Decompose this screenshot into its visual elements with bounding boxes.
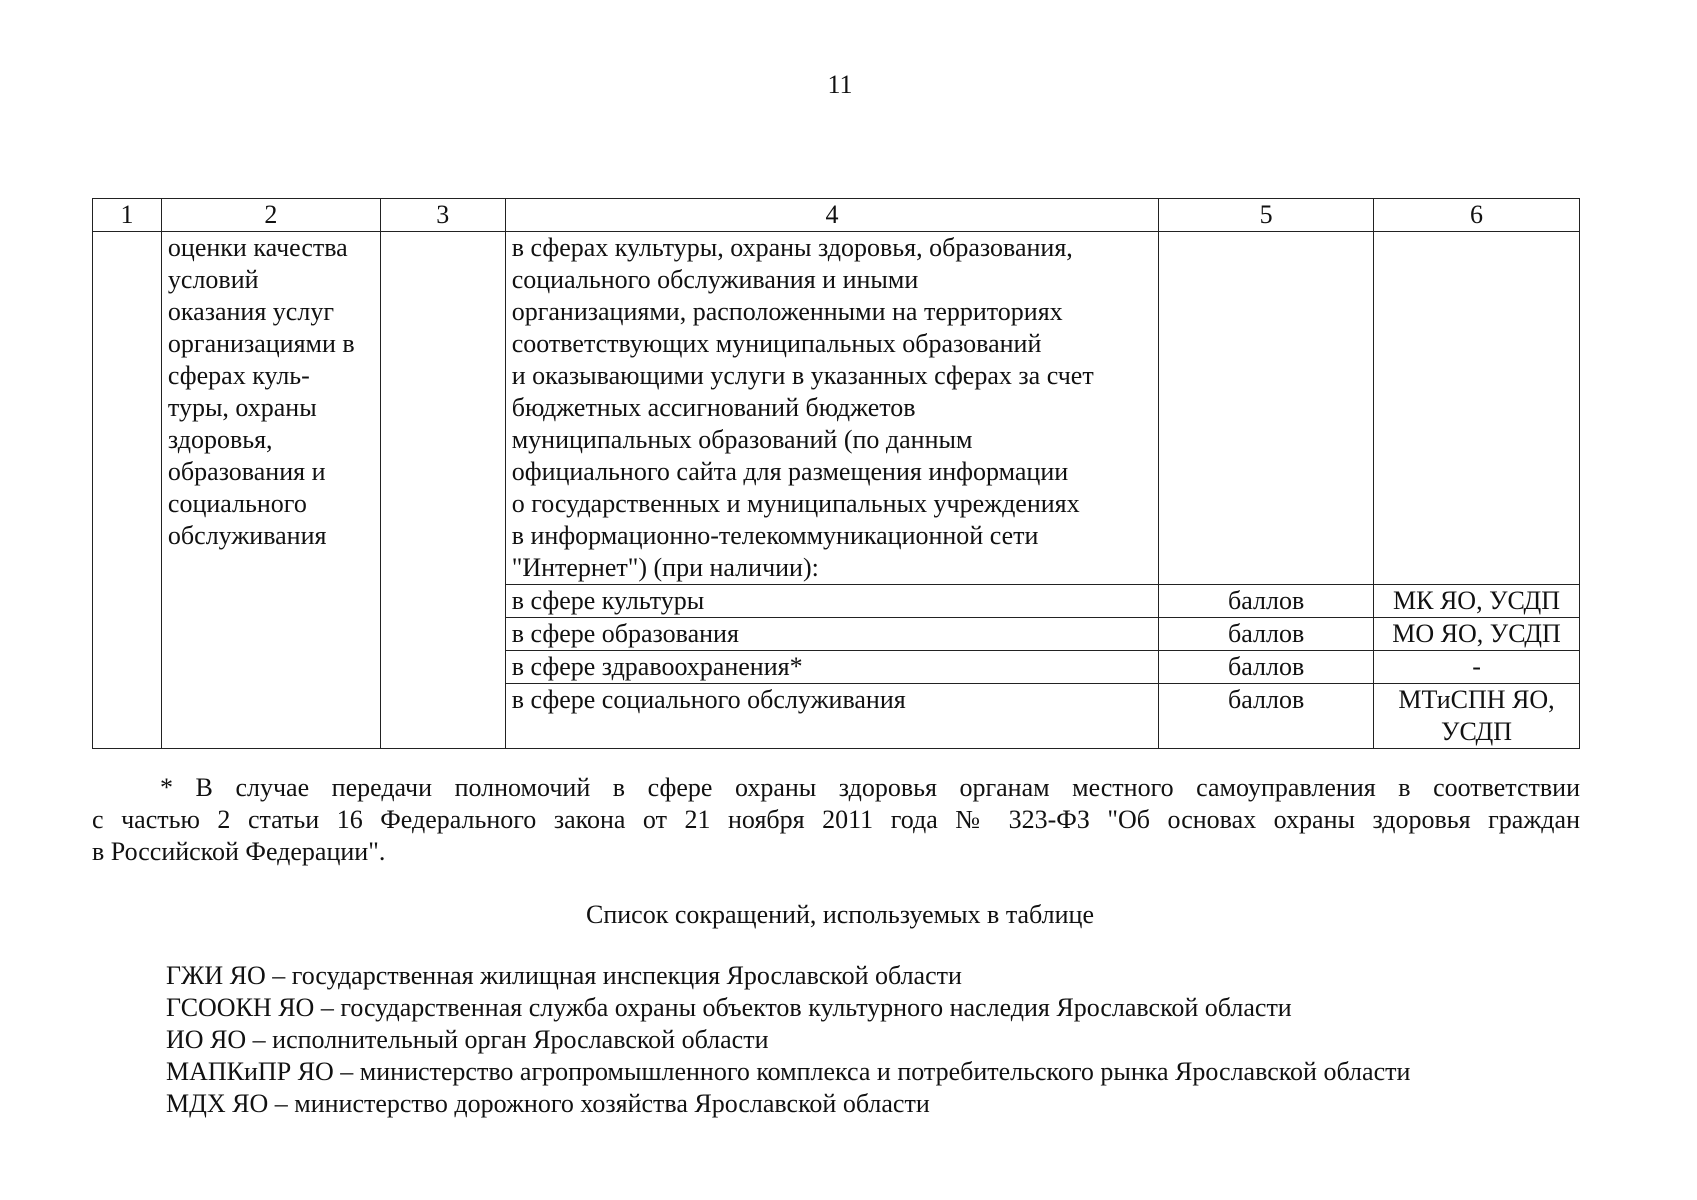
list-item: ГСООКН ЯО – государственная служба охраны объектов культурного наследия Ярославской области	[166, 993, 1292, 1022]
cell-responsible-empty	[1374, 232, 1580, 585]
indicator-intro-line: в сферах культуры, охраны здоровья, образования,	[511, 233, 1073, 262]
cell-responsible: МО ЯО, УСДП	[1374, 618, 1580, 651]
cell-indicator: в сфере культуры	[505, 585, 1159, 618]
cell-unit: баллов	[1159, 684, 1374, 749]
abbreviations-title: Список сокращений, используемых в таблице	[586, 900, 1094, 929]
indicator-name-line: оказания услуг	[167, 297, 334, 326]
indicator-intro-line: социального обслуживания и иными	[511, 265, 919, 294]
indicator-name-line: социального	[167, 489, 307, 518]
header-cell-2: 2	[161, 199, 380, 232]
indicator-intro-line: и оказывающими услуги в указанных сферах за счет	[511, 361, 1094, 390]
cell-column-3	[380, 232, 505, 749]
list-item: МДХ ЯО – министерство дорожного хозяйства Ярославской области	[166, 1089, 930, 1118]
indicator-name-line: туры, охраны	[167, 393, 317, 422]
footnote	[92, 772, 1580, 868]
cell-number	[93, 232, 162, 749]
cell-indicator-name	[161, 232, 380, 749]
indicator-name-line: условий	[167, 265, 259, 294]
indicator-intro-line: организациями, расположенными на территориях	[511, 297, 1063, 326]
indicator-name-line: организациями в	[167, 329, 355, 358]
list-item: ГЖИ ЯО – государственная жилищная инспекция Ярославской области	[166, 961, 962, 990]
footnote-line: * В случае передачи полномочий в сфере охраны здоровья органам местного самоуправления в соответствии	[160, 773, 1580, 802]
header-cell-3: 3	[380, 199, 505, 232]
indicator-name-line: здоровья,	[167, 425, 273, 454]
header-cell-5: 5	[1159, 199, 1374, 232]
page-number: 11	[827, 70, 853, 99]
list-item: МАПКиПР ЯО – министерство агропромышленного комплекса и потребительского рынка Ярославской области	[166, 1057, 1411, 1086]
header-cell-6: 6	[1374, 199, 1580, 232]
indicator-name-line: образования и	[167, 457, 326, 486]
indicator-intro-line: официального сайта для размещения информации	[511, 457, 1069, 486]
table-row	[93, 232, 1580, 585]
cell-responsible: -	[1374, 651, 1580, 684]
cell-indicator: в сфере социального обслуживания	[505, 684, 1159, 749]
cell-unit: баллов	[1159, 585, 1374, 618]
cell-unit: баллов	[1159, 651, 1374, 684]
indicator-intro-line: о государственных и муниципальных учреждениях	[511, 489, 1080, 518]
header-cell-4: 4	[505, 199, 1159, 232]
abbreviations-list	[166, 960, 1586, 1120]
indicator-name-line: оценки качества	[167, 233, 348, 262]
cell-unit-empty	[1159, 232, 1374, 585]
list-item: ИО ЯО – исполнительный орган Ярославской области	[166, 1025, 769, 1054]
header-cell-1: 1	[93, 199, 162, 232]
indicator-name-line: обслуживания	[167, 521, 327, 550]
indicator-name-line: сферах куль-	[167, 361, 310, 390]
cell-responsible: МТиСПН ЯО, УСДП	[1374, 684, 1580, 749]
indicator-intro-line: муниципальных образований (по данным	[511, 425, 973, 454]
footnote-line: в Российской Федерации".	[92, 837, 386, 866]
footnote-line: с частью 2 статьи 16 Федерального закона от 21 ноября 2011 года № 323-ФЗ "Об основах охраны здоровья граждан	[92, 805, 1580, 834]
cell-indicator: в сфере здравоохранения*	[505, 651, 1159, 684]
indicator-intro-line: бюджетных ассигнований бюджетов	[511, 393, 916, 422]
cell-unit: баллов	[1159, 618, 1374, 651]
indicator-intro-line: "Интернет") (при наличии):	[511, 553, 819, 582]
cell-indicator-intro	[505, 232, 1159, 585]
indicator-intro-line: в информационно-телекоммуникационной сети	[511, 521, 1039, 550]
table-header-row	[93, 199, 1580, 232]
indicator-intro-line: соответствующих муниципальных образований	[511, 329, 1042, 358]
cell-indicator: в сфере образования	[505, 618, 1159, 651]
indicators-table	[92, 198, 1580, 749]
cell-responsible: МК ЯО, УСДП	[1374, 585, 1580, 618]
